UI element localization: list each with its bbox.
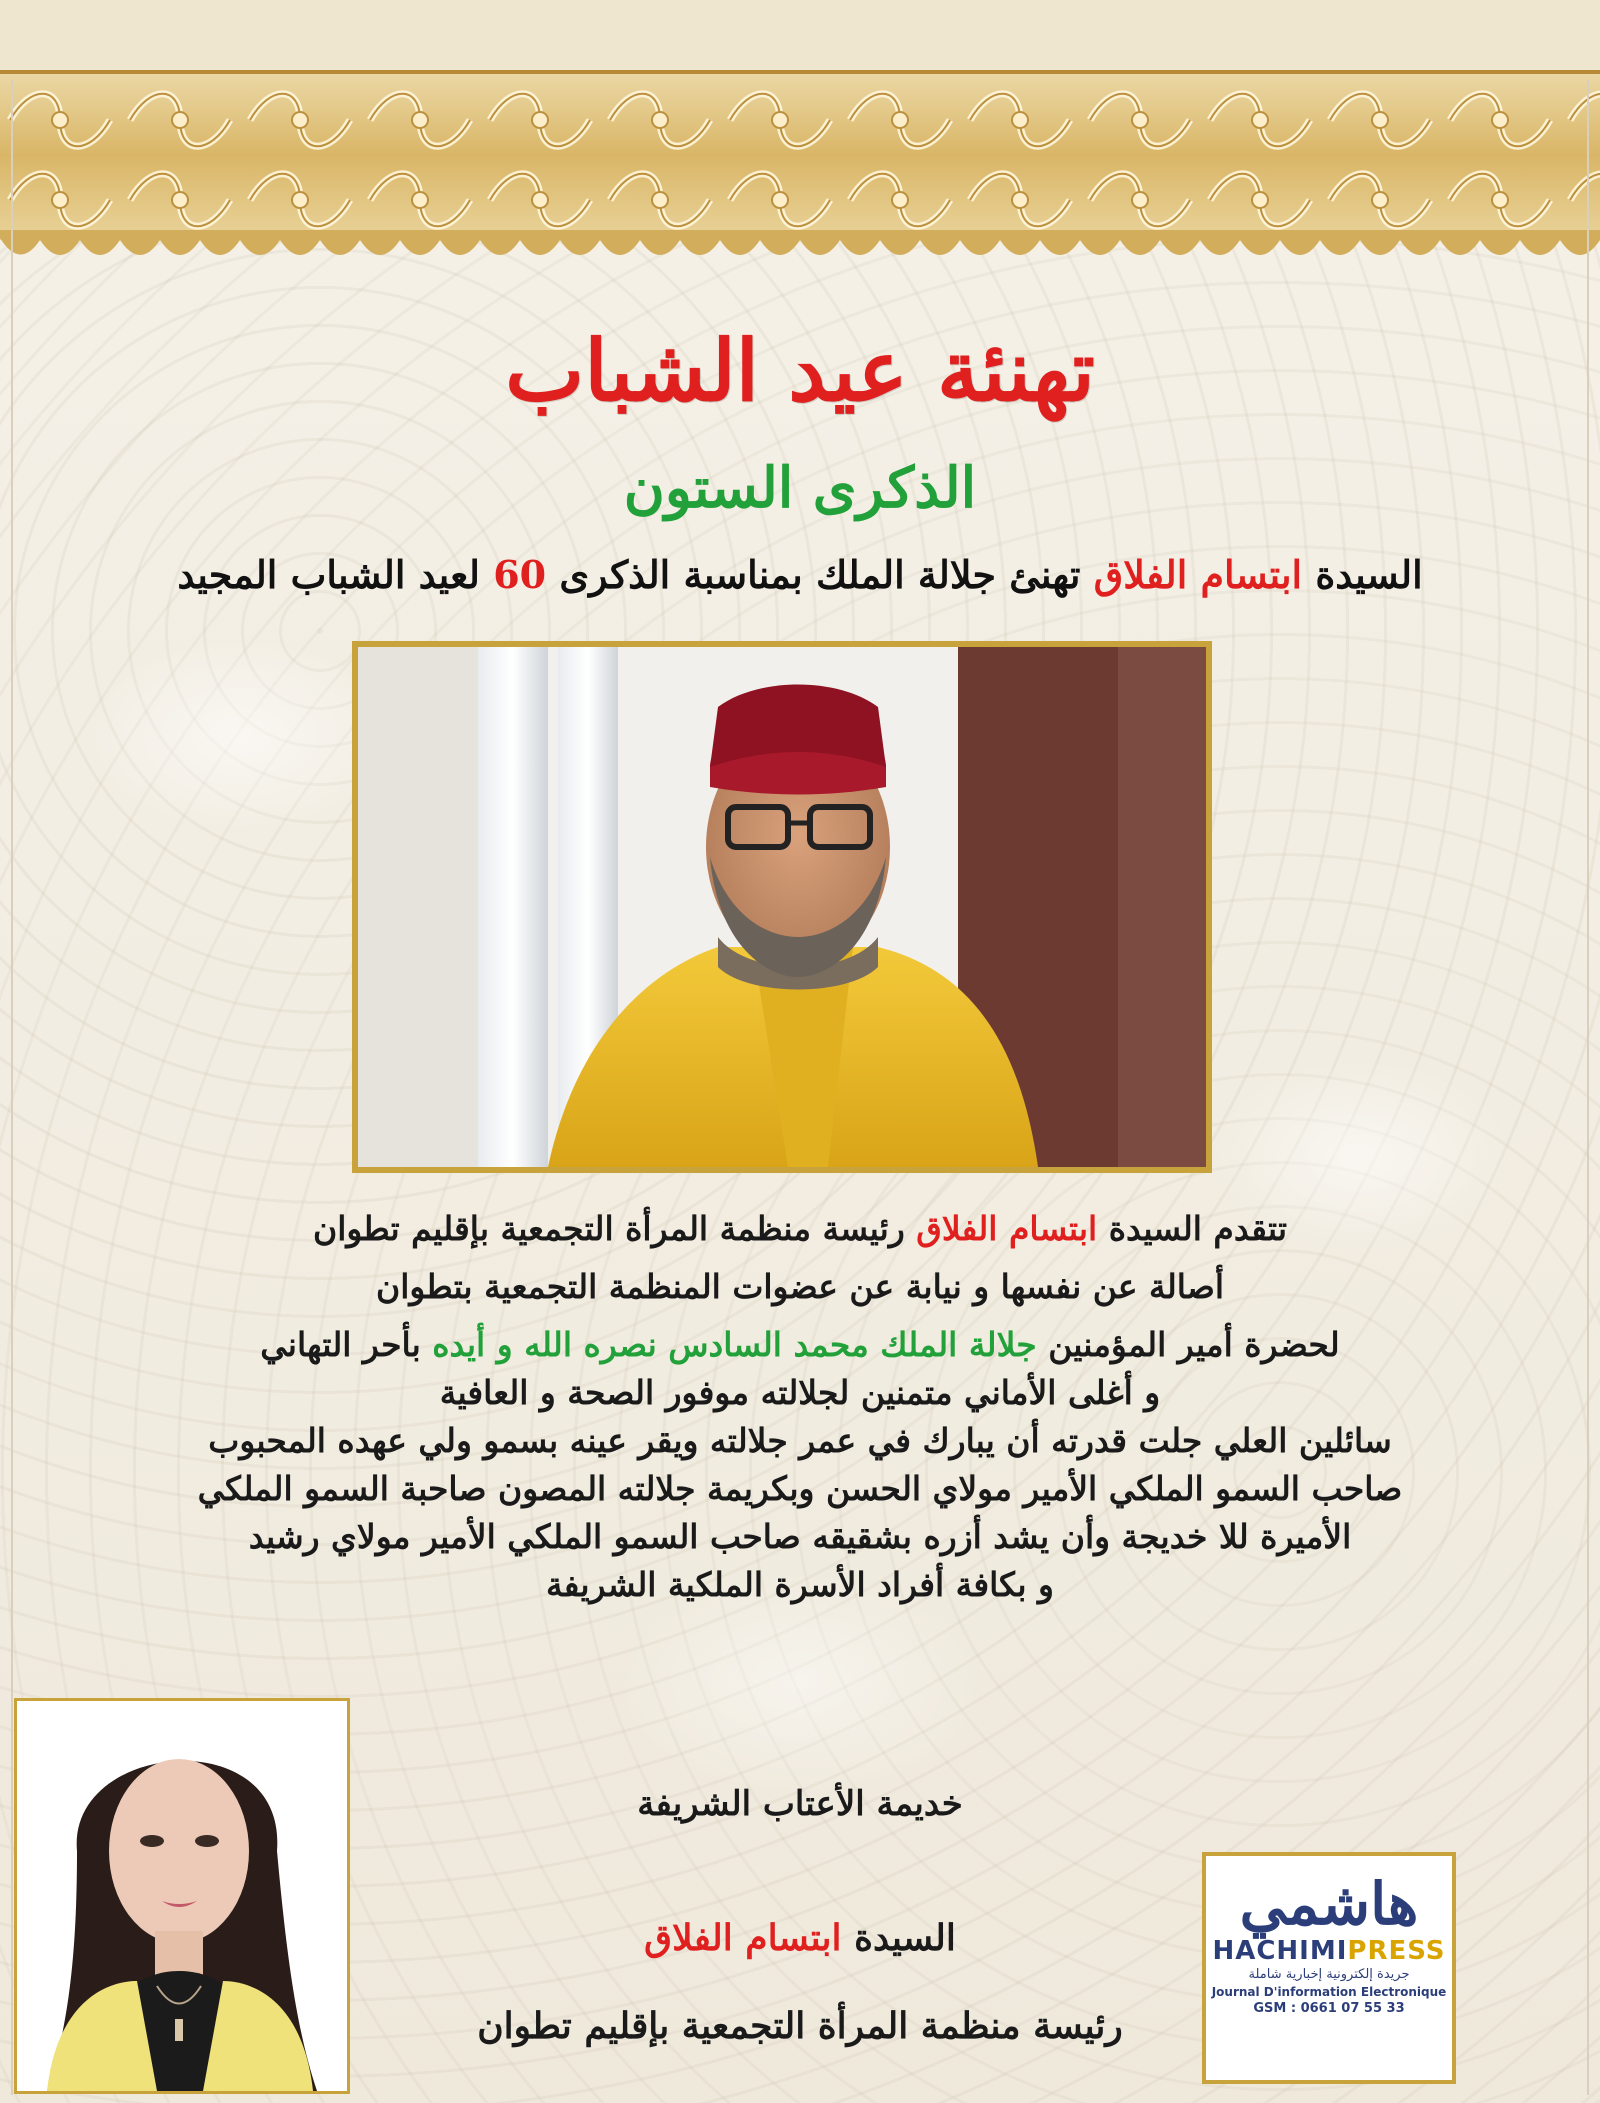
- logo-brand-wordmark: [1206, 1936, 1452, 1966]
- headline-number: 60: [493, 552, 547, 597]
- congratulation-body: [150, 1205, 1450, 1609]
- king-photo: [352, 641, 1212, 1173]
- sender-portrait: [14, 1698, 350, 2094]
- headline-middle: تهنئ جلالة الملك بمناسبة الذكرى: [559, 552, 1081, 597]
- logo-gsm-number: GSM : 0661 07 55 33: [1253, 2001, 1405, 2016]
- signature-block: [380, 1780, 1220, 2052]
- signature-prefix: السيدة: [854, 1917, 956, 1959]
- headline-suffix: لعيد الشباب المجيد: [177, 552, 480, 597]
- body-line-1-name: ابتسام الفلاق: [916, 1209, 1098, 1248]
- body-line-3: [150, 1321, 1450, 1369]
- logo-tagline-french: Journal D'information Electronique: [1211, 1985, 1447, 1999]
- body-line-3-suffix: بأحر التهاني: [260, 1325, 421, 1364]
- body-line-5: سائلين العلي جلت قدرته أن يبارك في عمر جلالته ويقر عينه بسمو ولي عهده المحبوب: [208, 1421, 1392, 1460]
- signature-servant: خديمة الأعتاب الشريفة: [637, 1784, 963, 1824]
- logo-arabic-wordmark: هاشمي: [1239, 1870, 1419, 1938]
- body-line-1: [150, 1205, 1450, 1253]
- body-line-3-prefix: لحضرة أمير المؤمنين: [1048, 1325, 1340, 1364]
- signature-name: ابتسام الفلاق: [644, 1917, 842, 1959]
- logo-brand-b: PRESS: [1347, 1936, 1446, 1966]
- body-line-1-suffix: رئيسة منظمة المرأة التجمعية بإقليم تطوان: [312, 1209, 905, 1248]
- congratulation-headline: [130, 552, 1470, 598]
- body-line-2: أصالة عن نفسها و نيابة عن عضوات المنظمة التجمعية بتطوان: [375, 1267, 1225, 1306]
- signature-name-line: [380, 1912, 1220, 1964]
- sender-portrait-illustration: [17, 1701, 347, 2091]
- headline-prefix: السيدة: [1315, 552, 1423, 597]
- signature-role: رئيسة منظمة المرأة التجمعية بإقليم تطوان: [477, 2005, 1123, 2047]
- logo-brand-a: HACHIMI: [1212, 1936, 1348, 1966]
- body-line-8: و بكافة أفراد الأسرة الملكية الشريفة: [545, 1565, 1054, 1604]
- poster-subtitle: الذكرى الستون: [623, 455, 977, 521]
- poster-title: تهنئة عيد الشباب: [505, 321, 1095, 420]
- body-line-1-prefix: تتقدم السيدة: [1108, 1209, 1288, 1248]
- body-line-3-king: جلالة الملك محمد السادس نصره الله و أيده: [432, 1325, 1037, 1364]
- top-arabesque-ornament: [0, 0, 1600, 280]
- body-line-6: صاحب السمو الملكي الأمير مولاي الحسن وبكريمة جلالته المصون صاحبة السمو الملكي: [197, 1469, 1403, 1508]
- body-line-7: الأميرة للا خديجة وأن يشد أزره بشقيقه صاحب السمو الملكي الأمير مولاي رشيد: [248, 1517, 1352, 1556]
- hachimi-press-logo: [1202, 1852, 1456, 2084]
- body-line-4: و أغلى الأماني متمنين لجلالته موفور الصحة و العافية: [439, 1373, 1161, 1412]
- king-portrait-illustration: [358, 647, 1206, 1167]
- logo-tagline-arabic: جريدة إلكترونية إخبارية شاملة: [1248, 1967, 1410, 1982]
- headline-name: ابتسام الفلاق: [1093, 552, 1303, 597]
